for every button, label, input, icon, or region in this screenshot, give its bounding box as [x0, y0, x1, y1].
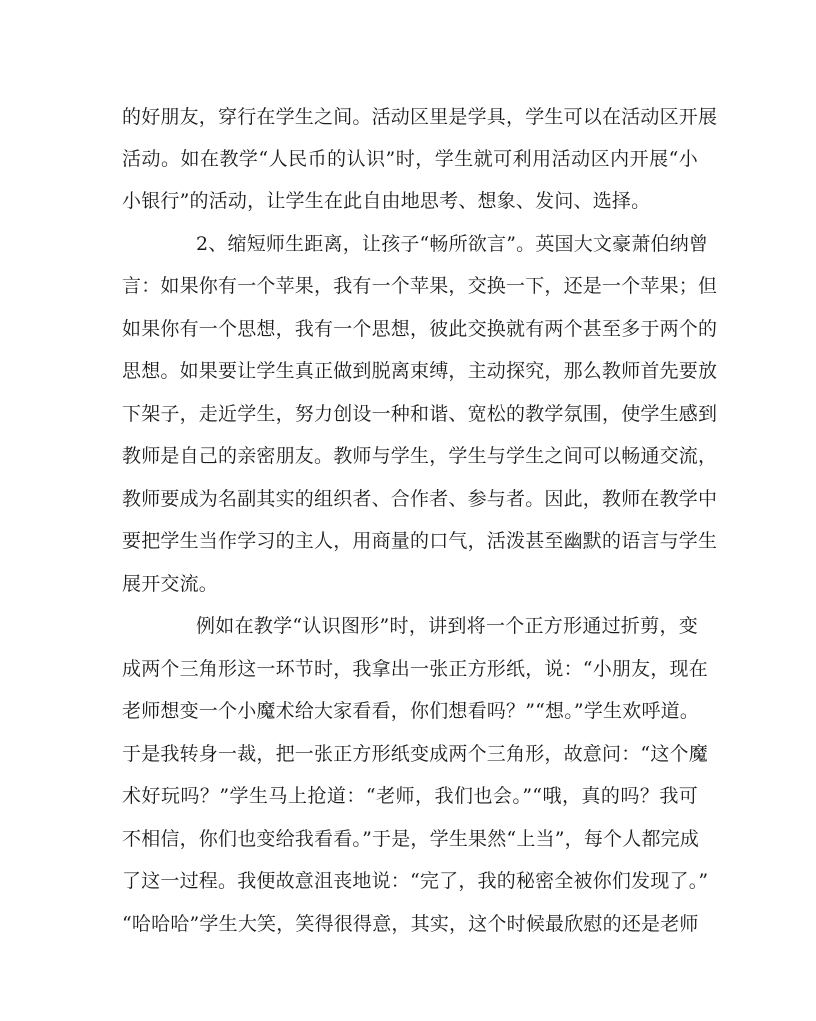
text-line: 的好朋友，穿行在学生之间。活动区里是学具，学生可以在活动区开展 [122, 106, 718, 128]
text-line: 老师想变一个小魔术给大家看看，你们想看吗？”“想。”学生欢呼道。 [122, 700, 700, 722]
text-line: 活动。如在教学“人民币的认识”时，学生就可利用活动区内开展“小 [122, 148, 698, 170]
text-line: 下架子，走近学生，努力创设一种和谐、宽松的教学氛围，使学生感到 [122, 403, 718, 425]
text-line: 如果你有一个思想，我有一个思想，彼此交换就有两个甚至多于两个的 [122, 318, 718, 340]
text-line: 不相信，你们也变给我看看。”于是，学生果然“上当”，每个人都完成 [122, 828, 700, 850]
text-line: 言：如果你有一个苹果，我有一个苹果，交换一下，还是一个苹果；但 [122, 275, 718, 297]
text-line: 术好玩吗？”学生马上抢道：“老师，我们也会。”“哦，真的吗？我可 [122, 785, 698, 807]
text-line: 2、缩短师生距离，让孩子“畅所欲言”。英国大文豪萧伯纳曾 [196, 233, 709, 255]
text-line: 于是我转身一裁，把一张正方形纸变成两个三角形，故意问：“这个魔 [122, 743, 708, 765]
text-line: 教师要成为名副其实的组织者、合作者、参与者。因此，教师在教学中 [122, 488, 718, 510]
text-line: 思想。如果要让学生真正做到脱离束缚，主动探究，那么教师首先要放 [122, 360, 718, 382]
text-line: 展开交流。 [122, 573, 219, 595]
text-line: 例如在教学“认识图形”时，讲到将一个正方形通过折剪，变 [196, 615, 698, 637]
text-line: 小银行”的活动，让学生在此自由地思考、想象、发问、选择。 [122, 190, 651, 212]
text-line: 教师是自己的亲密朋友。教师与学生，学生与学生之间可以畅通交流， [122, 445, 718, 467]
text-line: 要把学生当作学习的主人，用商量的口气，活泼甚至幽默的语言与学生 [122, 530, 718, 552]
text-line: 了这一过程。我便故意沮丧地说：“完了，我的秘密全被你们发现了。” [122, 870, 709, 892]
text-line: “哈哈哈”学生大笑，笑得很得意，其实，这个时候最欣慰的还是老师 [122, 913, 699, 935]
text-line: 成两个三角形这一环节时，我拿出一张正方形纸，说：“小朋友，现在 [122, 658, 708, 680]
